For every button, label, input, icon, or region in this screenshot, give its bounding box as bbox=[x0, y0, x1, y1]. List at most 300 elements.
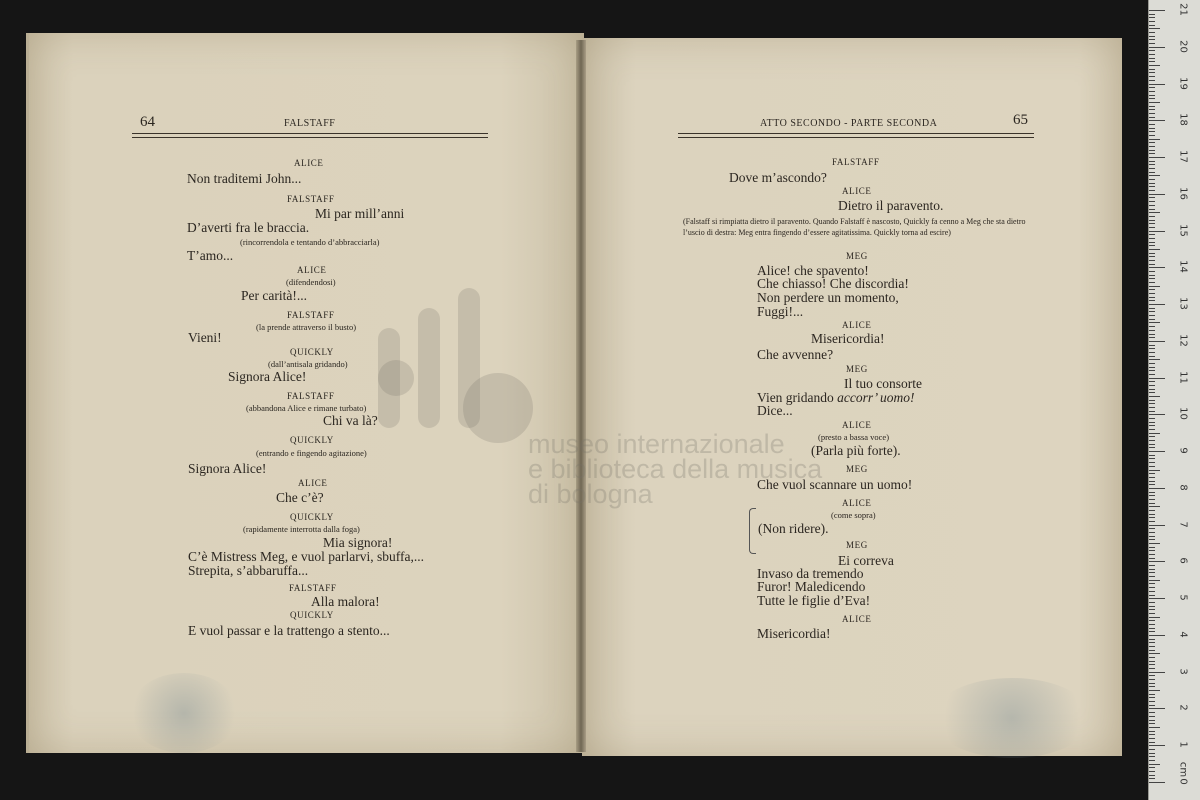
ruler-tick bbox=[1149, 69, 1155, 70]
ruler-label: 19 bbox=[1177, 76, 1189, 90]
ruler-tick bbox=[1149, 495, 1155, 496]
speaker-name: ALICE bbox=[842, 498, 872, 508]
ruler-label: 13 bbox=[1177, 297, 1189, 310]
ruler-tick bbox=[1149, 433, 1160, 434]
speaker-name: MEG bbox=[846, 251, 868, 261]
ruler-tick bbox=[1149, 436, 1155, 437]
ruler-tick bbox=[1149, 528, 1155, 529]
ruler-tick bbox=[1149, 172, 1155, 173]
ruler-tick bbox=[1149, 304, 1165, 305]
ruler-label: 4 bbox=[1177, 631, 1189, 638]
ruler-tick bbox=[1149, 10, 1165, 11]
book-gutter bbox=[576, 40, 586, 752]
ruler-tick bbox=[1149, 385, 1155, 386]
ruler-tick bbox=[1149, 282, 1155, 283]
dialogue-line: Mi par mill’anni bbox=[315, 206, 405, 221]
ruler-tick bbox=[1149, 778, 1155, 779]
speaker-name: ALICE bbox=[842, 614, 872, 624]
stage-direction: (la prende attraverso il busto) bbox=[256, 322, 357, 332]
ruler-tick bbox=[1149, 411, 1155, 412]
ruler-tick bbox=[1149, 297, 1155, 298]
ruler-tick bbox=[1149, 245, 1155, 246]
dialogue-line: Misericordia! bbox=[811, 331, 885, 346]
ruler-tick bbox=[1149, 153, 1155, 154]
speaker-name: FALSTAFF bbox=[832, 157, 880, 167]
speaker-name: ALICE bbox=[842, 186, 872, 196]
ruler-tick bbox=[1149, 300, 1155, 301]
ruler-tick bbox=[1149, 723, 1155, 724]
ruler-tick bbox=[1149, 264, 1155, 265]
ruler-tick bbox=[1149, 720, 1155, 721]
ruler-tick bbox=[1149, 389, 1155, 390]
ruler-tick bbox=[1149, 14, 1155, 15]
ruler-tick bbox=[1149, 139, 1160, 140]
ruler-tick bbox=[1149, 190, 1155, 191]
speaker-name: QUICKLY bbox=[290, 512, 334, 522]
ruler-tick bbox=[1149, 760, 1155, 761]
ruler-tick bbox=[1149, 84, 1165, 85]
speaker-name: ALICE bbox=[842, 420, 872, 430]
water-stain bbox=[129, 673, 239, 753]
ruler-tick bbox=[1149, 440, 1155, 441]
ruler-tick bbox=[1149, 708, 1165, 709]
ruler-tick bbox=[1149, 484, 1155, 485]
ruler-tick bbox=[1149, 124, 1155, 125]
ruler-tick bbox=[1149, 319, 1155, 320]
ruler-tick bbox=[1149, 374, 1155, 375]
speaker-name: QUICKLY bbox=[290, 610, 334, 620]
header-rule bbox=[132, 133, 488, 134]
ruler-tick bbox=[1149, 311, 1155, 312]
ruler-tick bbox=[1149, 378, 1165, 379]
ruler-tick bbox=[1149, 289, 1155, 290]
ruler-tick bbox=[1149, 117, 1155, 118]
ruler-tick bbox=[1149, 422, 1155, 423]
ruler-tick bbox=[1149, 267, 1165, 268]
dialogue-line: Che avvenne? bbox=[757, 347, 834, 362]
ruler-label: 6 bbox=[1177, 557, 1189, 565]
dialogue-line: Dice... bbox=[757, 403, 793, 418]
ruler-tick bbox=[1149, 32, 1155, 33]
ruler-tick bbox=[1149, 572, 1155, 573]
speaker-name: MEG bbox=[846, 464, 868, 474]
ruler-tick bbox=[1149, 359, 1160, 360]
ruler-tick bbox=[1149, 606, 1155, 607]
ruler-label: 18 bbox=[1177, 113, 1189, 127]
ruler-tick bbox=[1149, 65, 1160, 66]
ruler-tick bbox=[1149, 308, 1155, 309]
ruler-tick bbox=[1149, 580, 1160, 581]
ruler-tick bbox=[1149, 36, 1155, 37]
ruler-tick bbox=[1149, 227, 1155, 228]
ruler-tick bbox=[1149, 164, 1155, 165]
dialogue-line: Chi va là? bbox=[323, 413, 378, 428]
speaker-name: MEG bbox=[846, 364, 868, 374]
ruler-tick bbox=[1149, 668, 1155, 669]
ruler-tick bbox=[1149, 451, 1165, 452]
dialogue-line: Alice! che spavento! bbox=[757, 263, 869, 278]
ruler-tick bbox=[1149, 503, 1155, 504]
ruler-tick bbox=[1149, 481, 1155, 482]
ruler-tick bbox=[1149, 583, 1155, 584]
ruler-tick bbox=[1149, 186, 1155, 187]
stage-direction: (rincorrendola e tentando d’abbracciarla) bbox=[240, 237, 380, 247]
ruler-tick bbox=[1149, 661, 1155, 662]
ruler-tick bbox=[1149, 653, 1160, 654]
ruler-tick bbox=[1149, 95, 1155, 96]
ruler-tick bbox=[1149, 477, 1155, 478]
ruler-tick bbox=[1149, 50, 1155, 51]
ruler-tick bbox=[1149, 543, 1160, 544]
ruler-tick bbox=[1149, 197, 1155, 198]
dialogue-line: Signora Alice! bbox=[188, 461, 267, 476]
ruler-tick bbox=[1149, 521, 1155, 522]
page-number: 64 bbox=[140, 114, 155, 130]
ruler-tick bbox=[1149, 98, 1155, 99]
ruler-tick bbox=[1149, 260, 1155, 261]
stage-direction: (dall’antisala gridando) bbox=[268, 359, 348, 369]
ruler-tick bbox=[1149, 742, 1155, 743]
ruler-tick bbox=[1149, 120, 1165, 121]
ruler-tick bbox=[1149, 179, 1155, 180]
speaker-name: ALICE bbox=[297, 265, 327, 275]
ruler-tick bbox=[1149, 642, 1155, 643]
ruler-tick bbox=[1149, 352, 1155, 353]
watermark-text bbox=[528, 429, 823, 509]
ruler-tick bbox=[1149, 782, 1165, 783]
ruler-tick bbox=[1149, 609, 1155, 610]
ruler-label: 21 bbox=[1177, 3, 1189, 16]
ruler-tick bbox=[1149, 234, 1155, 235]
ruler-tick bbox=[1149, 157, 1165, 158]
ruler-tick bbox=[1149, 455, 1155, 456]
ruler-tick bbox=[1149, 396, 1160, 397]
ruler-tick bbox=[1149, 514, 1155, 515]
ruler-tick bbox=[1149, 686, 1155, 687]
ruler-tick bbox=[1149, 337, 1155, 338]
ruler-tick bbox=[1149, 345, 1155, 346]
ruler-tick bbox=[1149, 672, 1165, 673]
ruler-unit: cm bbox=[1177, 761, 1189, 778]
ruler-tick bbox=[1149, 238, 1155, 239]
ruler-tick bbox=[1149, 701, 1155, 702]
ruler-label: 12 bbox=[1177, 333, 1189, 347]
ruler-tick bbox=[1149, 705, 1155, 706]
ruler-tick bbox=[1149, 418, 1155, 419]
dialogue-line: Signora Alice! bbox=[228, 369, 307, 384]
ruler-tick bbox=[1149, 150, 1155, 151]
ruler-tick bbox=[1149, 764, 1160, 765]
ruler-tick bbox=[1149, 536, 1155, 537]
dialogue-line: C’è Mistress Meg, e vuol parlarvi, sbuffa,... bbox=[188, 549, 424, 564]
ruler-label: 0 bbox=[1177, 778, 1189, 785]
ruler-tick bbox=[1149, 220, 1155, 221]
ruler-label: 10 bbox=[1177, 407, 1189, 421]
ruler-tick bbox=[1149, 212, 1160, 213]
ruler-tick bbox=[1149, 381, 1155, 382]
dialogue-line: Alla malora! bbox=[311, 594, 380, 609]
dialogue-line: Furor! Maledicendo bbox=[757, 579, 866, 594]
speaker-name: QUICKLY bbox=[290, 347, 334, 357]
ruler-tick bbox=[1149, 554, 1155, 555]
dialogue-line: Strepita, s’abbaruffa... bbox=[188, 563, 309, 578]
ruler-tick bbox=[1149, 466, 1155, 467]
ruler-tick bbox=[1149, 348, 1155, 349]
measuring-ruler bbox=[1148, 0, 1200, 800]
ruler-tick bbox=[1149, 43, 1155, 44]
speaker-name: ALICE bbox=[842, 320, 872, 330]
speaker-name: QUICKLY bbox=[290, 435, 334, 445]
ruler-label: 15 bbox=[1177, 223, 1189, 237]
watermark-logo-icon bbox=[368, 288, 538, 468]
ruler-tick bbox=[1149, 106, 1155, 107]
ruler-tick bbox=[1149, 370, 1155, 371]
ruler-tick bbox=[1149, 591, 1155, 592]
ruler-tick bbox=[1149, 414, 1165, 415]
ruler-tick bbox=[1149, 602, 1155, 603]
ruler-tick bbox=[1149, 425, 1155, 426]
ruler-label: 9 bbox=[1177, 447, 1189, 454]
ruler-tick bbox=[1149, 216, 1155, 217]
watermark-line: museo internazionale bbox=[528, 429, 785, 459]
ruler-tick bbox=[1149, 690, 1160, 691]
ruler-tick bbox=[1149, 646, 1155, 647]
ruler-tick bbox=[1149, 547, 1155, 548]
ruler-tick bbox=[1149, 756, 1155, 757]
ruler-tick bbox=[1149, 47, 1165, 48]
ruler-tick bbox=[1149, 168, 1155, 169]
ruler-tick bbox=[1149, 161, 1155, 162]
ruler-label: 11 bbox=[1177, 370, 1189, 384]
ruler-tick bbox=[1149, 205, 1155, 206]
ruler-tick bbox=[1149, 135, 1155, 136]
ruler-tick bbox=[1149, 598, 1165, 599]
dialogue-line: Che chiasso! Che discordia! bbox=[757, 276, 909, 291]
dialogue-line: (Parla più forte). bbox=[811, 443, 901, 458]
dialogue-line: Dove m’ascondo? bbox=[729, 170, 827, 185]
ruler-tick bbox=[1149, 146, 1155, 147]
ruler-tick bbox=[1149, 771, 1155, 772]
ruler-tick bbox=[1149, 517, 1155, 518]
dialogue-line: E vuol passar e la trattengo a stento... bbox=[188, 623, 390, 638]
ruler-tick bbox=[1149, 620, 1155, 621]
ruler-tick bbox=[1149, 613, 1155, 614]
ruler-tick bbox=[1149, 624, 1155, 625]
dialogue-line: Dietro il paravento. bbox=[838, 198, 944, 213]
ruler-tick bbox=[1149, 458, 1155, 459]
ruler-tick bbox=[1149, 201, 1155, 202]
ruler-tick bbox=[1149, 242, 1155, 243]
ruler-tick bbox=[1149, 194, 1165, 195]
ruler-tick bbox=[1149, 25, 1155, 26]
ruler-label: 7 bbox=[1177, 520, 1189, 528]
ruler-tick bbox=[1149, 72, 1155, 73]
ruler-tick bbox=[1149, 356, 1155, 357]
ruler-tick bbox=[1149, 271, 1155, 272]
ruler-tick bbox=[1149, 694, 1155, 695]
dialogue-line: Tutte le figlie d’Eva! bbox=[757, 593, 871, 608]
dialogue-line: (Non ridere). bbox=[758, 521, 829, 536]
ruler-tick bbox=[1149, 683, 1155, 684]
ruler-tick bbox=[1149, 407, 1155, 408]
ruler-tick bbox=[1149, 249, 1160, 250]
ruler-tick bbox=[1149, 561, 1165, 562]
ruler-tick bbox=[1149, 315, 1155, 316]
ruler-tick bbox=[1149, 21, 1155, 22]
ruler-tick bbox=[1149, 392, 1155, 393]
ruler-tick bbox=[1149, 749, 1155, 750]
ruler-tick bbox=[1149, 278, 1155, 279]
ruler-tick bbox=[1149, 113, 1155, 114]
stage-direction: (entrando e fingendo agitazione) bbox=[256, 448, 367, 458]
ruler-tick bbox=[1149, 745, 1165, 746]
ruler-tick bbox=[1149, 341, 1165, 342]
ruler-tick bbox=[1149, 675, 1155, 676]
ruler-tick bbox=[1149, 58, 1155, 59]
ruler-tick bbox=[1149, 595, 1155, 596]
ruler-label: 5 bbox=[1177, 594, 1189, 601]
dialogue-line: Vien gridando accorr’ uomo! bbox=[757, 390, 915, 405]
stage-direction: (presto a bassa voce) bbox=[818, 432, 890, 442]
ruler-tick bbox=[1149, 712, 1155, 713]
ruler-tick bbox=[1149, 775, 1155, 776]
ruler-tick bbox=[1149, 767, 1155, 768]
ruler-tick bbox=[1149, 91, 1155, 92]
ruler-tick bbox=[1149, 102, 1160, 103]
dialogue-line: D’averti fra le braccia. bbox=[187, 220, 310, 235]
ruler-tick bbox=[1149, 76, 1155, 77]
ruler-tick bbox=[1149, 363, 1155, 364]
ruler-tick bbox=[1149, 330, 1155, 331]
ruler-tick bbox=[1149, 473, 1155, 474]
header-rule bbox=[132, 137, 488, 138]
ruler-tick bbox=[1149, 657, 1155, 658]
ruler-tick bbox=[1149, 532, 1155, 533]
ruler-tick bbox=[1149, 54, 1155, 55]
header-rule bbox=[678, 133, 1034, 134]
ruler-tick bbox=[1149, 183, 1155, 184]
ruler-tick bbox=[1149, 39, 1155, 40]
dialogue-line: Per carità!... bbox=[241, 288, 307, 303]
ruler-tick bbox=[1149, 639, 1155, 640]
ruler-tick bbox=[1149, 128, 1155, 129]
ruler-tick bbox=[1149, 731, 1155, 732]
stage-direction: (abbandona Alice e rimane turbato) bbox=[246, 403, 367, 413]
ruler-tick bbox=[1149, 462, 1155, 463]
ruler-label: 17 bbox=[1177, 150, 1189, 163]
ruler-tick bbox=[1149, 256, 1155, 257]
ruler-tick bbox=[1149, 429, 1155, 430]
ruler-tick bbox=[1149, 697, 1155, 698]
ruler-tick bbox=[1149, 470, 1160, 471]
ruler-tick bbox=[1149, 716, 1155, 717]
ruler-tick bbox=[1149, 80, 1155, 81]
dialogue-line: Che vuol scannare un uomo! bbox=[757, 477, 913, 492]
ruler-label: 20 bbox=[1177, 39, 1189, 53]
ruler-tick bbox=[1149, 558, 1155, 559]
ruler-label: 3 bbox=[1177, 668, 1189, 675]
ruler-tick bbox=[1149, 539, 1155, 540]
ruler-tick bbox=[1149, 131, 1155, 132]
speaker-name: MEG bbox=[846, 540, 868, 550]
ruler-tick bbox=[1149, 367, 1155, 368]
dialogue-line: T’amo... bbox=[187, 248, 234, 263]
speaker-name: FALSTAFF bbox=[287, 310, 335, 320]
speaker-name: FALSTAFF bbox=[287, 194, 335, 204]
running-head: ATTO SECONDO - PARTE SECONDA bbox=[760, 118, 938, 129]
dialogue-line: Invaso da tremendo bbox=[757, 566, 864, 581]
ruler-tick bbox=[1149, 61, 1155, 62]
ruler-tick bbox=[1149, 286, 1160, 287]
dialogue-line: Mia signora! bbox=[323, 535, 393, 550]
watermark-line: di bologna bbox=[528, 479, 653, 509]
ruler-tick bbox=[1149, 510, 1155, 511]
speaker-name: FALSTAFF bbox=[289, 583, 337, 593]
ruler-tick bbox=[1149, 550, 1155, 551]
speaker-name: ALICE bbox=[294, 158, 324, 168]
ruler-tick bbox=[1149, 253, 1155, 254]
ruler-tick bbox=[1149, 499, 1155, 500]
margin-bracket bbox=[749, 508, 756, 554]
ruler-tick bbox=[1149, 28, 1160, 29]
dialogue-line: Misericordia! bbox=[757, 626, 831, 641]
page-number: 65 bbox=[1013, 112, 1028, 128]
ruler-tick bbox=[1149, 650, 1155, 651]
ruler-tick bbox=[1149, 628, 1155, 629]
ruler-tick bbox=[1149, 322, 1160, 323]
stage-direction: (rapidamente interrotta dalla foga) bbox=[243, 524, 360, 534]
ruler-tick bbox=[1149, 109, 1155, 110]
ruler-tick bbox=[1149, 175, 1160, 176]
ruler-tick bbox=[1149, 587, 1155, 588]
ruler-tick bbox=[1149, 87, 1155, 88]
water-stain bbox=[932, 678, 1092, 758]
speaker-name: ALICE bbox=[298, 478, 328, 488]
dialogue-line: Non traditemi John... bbox=[187, 171, 302, 186]
stage-direction: (come sopra) bbox=[831, 510, 876, 520]
ruler-tick bbox=[1149, 209, 1155, 210]
ruler-tick bbox=[1149, 565, 1155, 566]
ruler-tick bbox=[1149, 275, 1155, 276]
ruler-label: 16 bbox=[1177, 186, 1189, 200]
dialogue-line: Ei correva bbox=[838, 553, 894, 568]
ruler-tick bbox=[1149, 617, 1160, 618]
ruler-tick bbox=[1149, 17, 1155, 18]
ruler-tick bbox=[1149, 525, 1165, 526]
ruler-tick bbox=[1149, 727, 1160, 728]
dialogue-line: Che c’è? bbox=[276, 490, 324, 505]
ruler-tick bbox=[1149, 488, 1165, 489]
ruler-tick bbox=[1149, 506, 1160, 507]
dialogue-line: Non perdere un momento, bbox=[757, 290, 899, 305]
dialogue-line: Fuggi!... bbox=[757, 304, 804, 319]
ruler-tick bbox=[1149, 326, 1155, 327]
ruler-tick bbox=[1149, 223, 1155, 224]
ruler-label: 2 bbox=[1177, 704, 1189, 712]
ruler-label: 14 bbox=[1177, 260, 1189, 274]
ruler-tick bbox=[1149, 293, 1155, 294]
header-rule bbox=[678, 137, 1034, 138]
ruler-tick bbox=[1149, 403, 1155, 404]
ruler-tick bbox=[1149, 753, 1155, 754]
ruler-tick bbox=[1149, 492, 1155, 493]
running-head: FALSTAFF bbox=[284, 118, 336, 129]
stage-direction: (difendendosi) bbox=[286, 277, 336, 287]
ruler-tick bbox=[1149, 734, 1155, 735]
ruler-tick bbox=[1149, 400, 1155, 401]
ruler-tick bbox=[1149, 447, 1155, 448]
ruler-tick bbox=[1149, 576, 1155, 577]
